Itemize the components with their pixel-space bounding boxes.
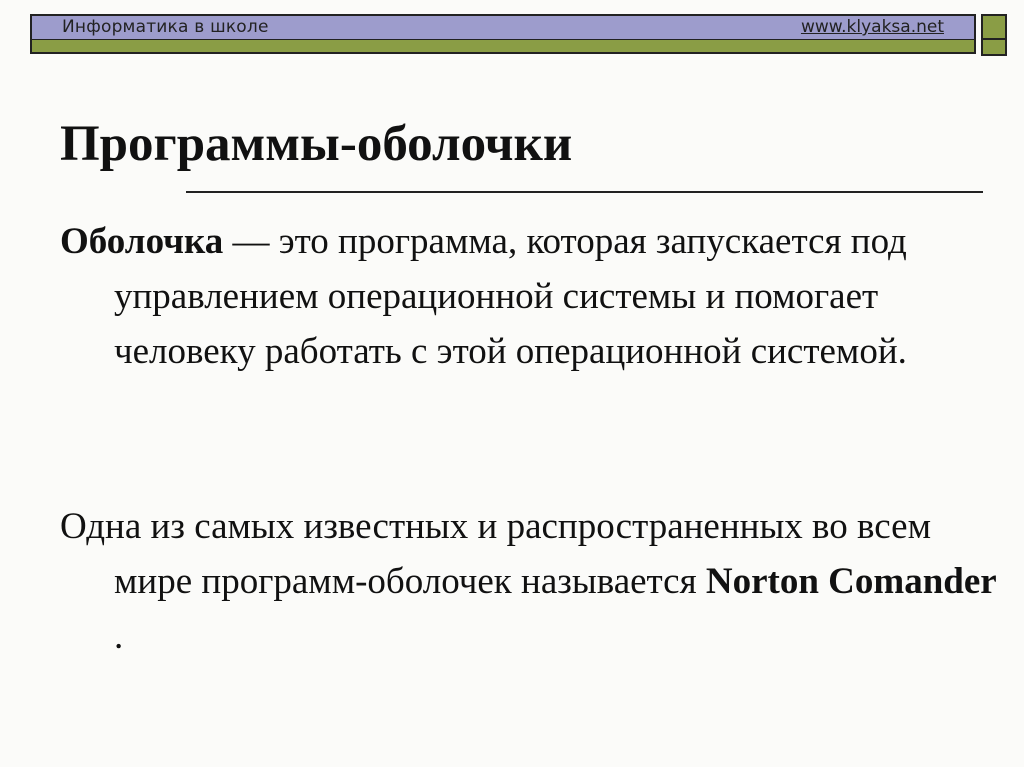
corner-box-bottom	[981, 38, 1007, 56]
site-url-link[interactable]: www.klyaksa.net	[800, 17, 944, 37]
slide-title: Программы-оболочки	[60, 116, 573, 172]
example-text: Одна из самых известных и распространенных во всем мире программ-оболочек называется	[60, 506, 931, 602]
example-end: .	[114, 616, 124, 657]
title-divider	[186, 191, 983, 193]
definition-paragraph	[60, 214, 1014, 379]
example-highlight: Norton Comander	[705, 561, 997, 602]
corner-box-top	[981, 14, 1007, 40]
definition-text: — это программа, которая запускается под управлением операционной системы и помогает человеку работать с этой операционной системой.	[114, 221, 907, 372]
example-paragraph	[60, 499, 1014, 664]
header-bar	[30, 14, 976, 54]
header-stripe	[32, 40, 974, 52]
definition-term: Оболочка	[60, 221, 224, 262]
header-band	[32, 16, 974, 40]
site-name: Информатика в школе	[62, 17, 269, 37]
